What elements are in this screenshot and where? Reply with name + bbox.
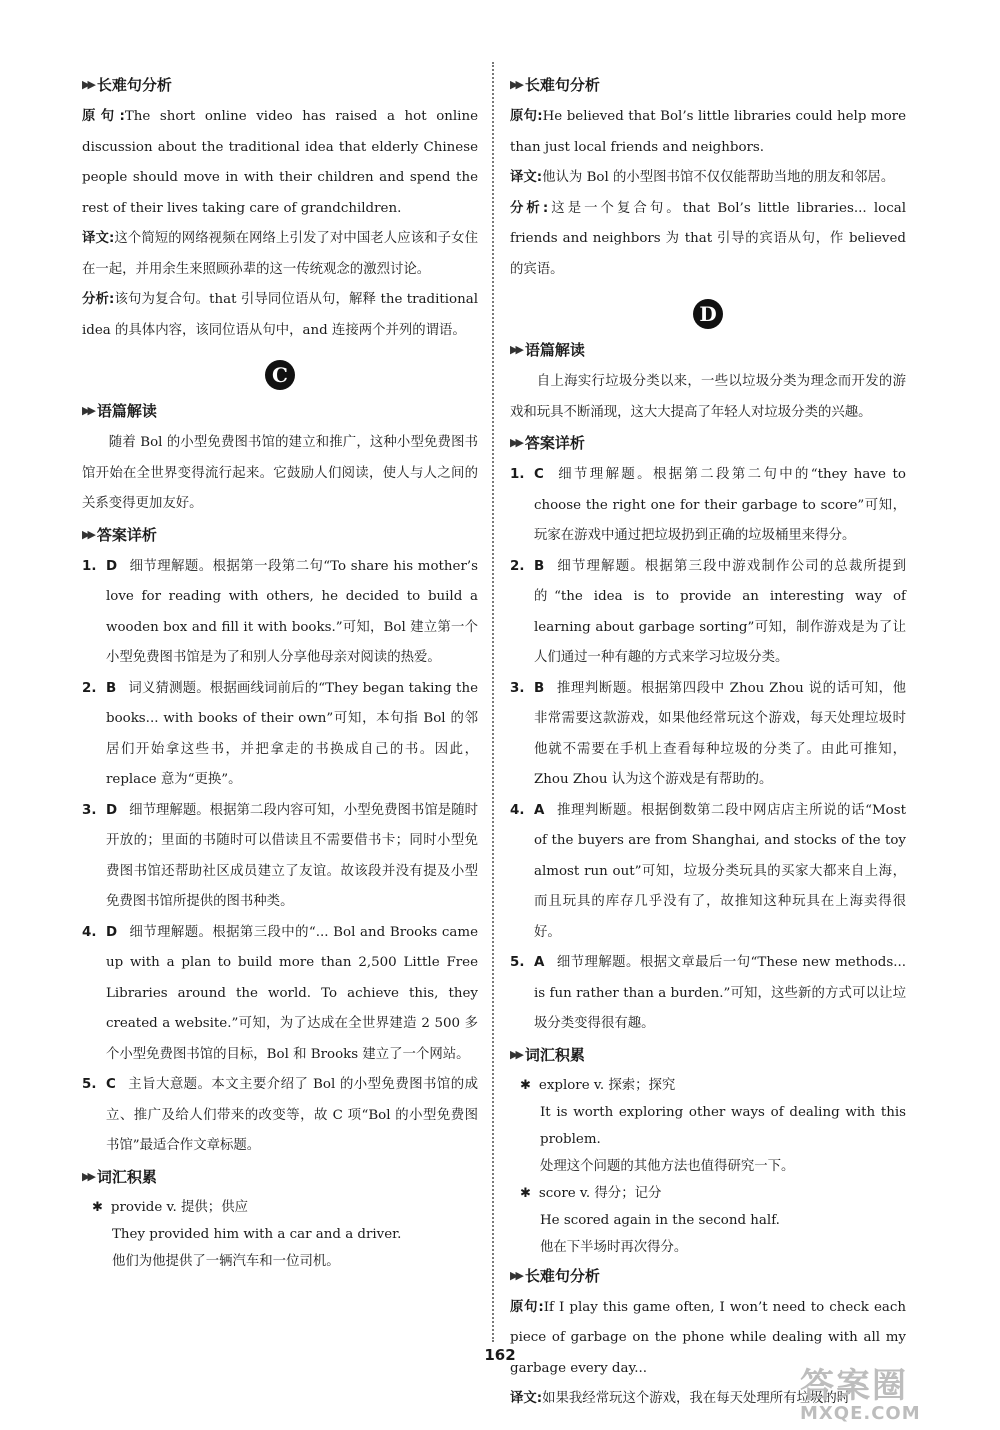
answer-item: 1. C 细节理解题。根据第二段第二句中的“they have to choose the right one for their garbage to score”可知，玩家在游戏中通过把垃圾扔到正确的垃圾桶里来得分。 <box>510 467 906 543</box>
asterisk-icon: ✱ <box>520 1077 531 1093</box>
column-divider <box>492 62 494 1342</box>
right-s1-original: 原句:He believed that Bol’s little libraries could help more than just local friends and neighbors. <box>510 109 906 155</box>
answer-item: 2. B 词义猜测题。根据画线词前后的“They began taking the books... with books of their own”可知，本句指 Bol 的邻居们开始拿这些书，并把拿走的书换成自己的书。因此，replace 意为“更换”。 <box>82 680 478 787</box>
right-reading-text: 自上海实行垃圾分类以来，一些以垃圾分类为理念而开发的游戏和玩具不断涌现，这大大提高了年轻人对垃圾分类的兴趣。 <box>510 374 906 420</box>
vocab-entry: ✱ explore v. 探索；探究 It is worth exploring other ways of dealing with this problem. 处理这个问题的其他方法也值得研究一下。 ✱ score v. 得分；记分 He scored again in the second half. 他在下半场时再次得分。 <box>510 1072 906 1261</box>
answer-item: 1. D 细节理解题。根据第一段第二句“To share his mother’s love for reading with others, he decided to build a wooden box and fill it with books.”可知，Bol 建立第一个小型免费图书馆是为了和别人分享他母亲对阅读的热爱。 <box>82 558 478 665</box>
section-arrow-icon: ▶▶ <box>510 78 521 91</box>
right-column <box>510 70 906 1415</box>
watermark-logo: 答案圈 MXQE.COM <box>800 1366 921 1424</box>
right-s2-translation: 译文:如果我经常玩这个游戏，我在每天处理所有垃圾的时 <box>510 1391 851 1406</box>
left-vocab-heading: ▶▶ 词汇积累 <box>82 1167 157 1186</box>
right-analysis2-heading: ▶▶ 长难句分析 <box>510 1266 600 1285</box>
section-arrow-icon: ▶▶ <box>82 404 93 417</box>
section-arrow-icon: ▶▶ <box>510 1047 521 1061</box>
answer-item: 3. D 细节理解题。根据第二段内容可知，小型免费图书馆是随时开放的；里面的书随时可以借读且不需要借书卡；同时小型免费图书馆还帮助社区成员建立了友谊。故该段并没有提及小型免费图书馆所提供的图书种类。 <box>82 802 478 909</box>
left-answers-heading: ▶▶ 答案详析 <box>82 525 157 544</box>
answer-item: 4. D 细节理解题。根据第三段中的“... Bol and Brooks came up with a plan to build more than 2,500 Little Free Libraries around the world. To achieve this, they created a website.”可知，为了达成在全世界建造 2 500 多个小型免费图书馆的目标，Bol 和 Brooks 建立了一个网站。 <box>82 924 478 1062</box>
answer-item: 2. B 细节理解题。根据第三段中游戏制作公司的总裁所提到的“the idea is to provide an interesting way of learning about garbage sorting”可知，制作游戏是为了让人们通过一种有趣的方式来学习垃圾分类。 <box>510 558 906 665</box>
asterisk-icon: ✱ <box>520 1185 531 1201</box>
right-s1-analysis: 分析:这是一个复合句。that Bol’s little libraries... local friends and neighbors 为 that 引导的宾语从句，作 believed 的宾语。 <box>510 200 906 277</box>
right-s1-translation: 译文:他认为 Bol 的小型图书馆不仅仅能帮助当地的朋友和邻居。 <box>510 170 895 185</box>
left-s1-original: 原句:The short online video has raised a hot online discussion about the traditional idea that elderly Chinese people should move in with their children and spend the rest of their lives taking care of grandchildren. <box>82 109 478 216</box>
answer-item: 4. A 推理判断题。根据倒数第二段中网店店主所说的话“Most of the buyers are from Shanghai, and stocks of the toy almost run out”可知，垃圾分类玩具的买家大都来自上海，而且玩具的库存几乎没有了，故推知这种玩具在上海卖得很好。 <box>510 802 906 940</box>
vocab-entry: ✱ provide v. 提供；供应 They provided him with a car and a driver. 他们为他提供了一辆汽车和一位司机。 <box>82 1194 478 1275</box>
page-number: 162 <box>484 1346 516 1364</box>
right-vocab-heading: ▶▶ 词汇积累 <box>510 1045 585 1064</box>
left-analysis-heading: ▶▶ 长难句分析 <box>82 76 172 94</box>
left-reading-heading: ▶▶ 语篇解读 <box>82 402 157 420</box>
section-d-marker: D <box>510 299 906 329</box>
asterisk-icon: ✱ <box>92 1199 103 1215</box>
answer-item: 5. A 细节理解题。根据文章最后一句“These new methods... is fun rather than a burden.”可知，这些新的方式可以让垃圾分类变得很有趣。 <box>510 955 906 1031</box>
section-arrow-icon: ▶▶ <box>82 78 93 91</box>
section-arrow-icon: ▶▶ <box>82 527 93 541</box>
left-s1-analysis: 分析:该句为复合句。that 引导同位语从句，解释 the traditional idea 的具体内容，该同位语从句中，and 连接两个并列的谓语。 <box>82 292 478 338</box>
right-answers-heading: ▶▶ 答案详析 <box>510 434 585 452</box>
section-arrow-icon: ▶▶ <box>510 343 521 356</box>
section-arrow-icon: ▶▶ <box>82 1169 93 1183</box>
left-s1-translation: 译文:这个简短的网络视频在网络上引发了对中国老人应该和子女住在一起，并用余生来照顾孙辈的这一传统观念的激烈讨论。 <box>82 231 478 277</box>
right-s2-original: 原句:If I play this game often, I won’t need to check each piece of garbage on the phone while dealing with all my garbage every day... <box>510 1299 907 1376</box>
section-arrow-icon: ▶▶ <box>510 436 521 449</box>
left-column <box>82 70 478 1275</box>
left-reading-text: 随着 Bol 的小型免费图书馆的建立和推广，这种小型免费图书馆开始在全世界变得流行起来。它鼓励人们阅读，使人与人之间的关系变得更加友好。 <box>82 435 478 511</box>
answer-item: 5. C 主旨大意题。本文主要介绍了 Bol 的小型免费图书馆的成立、推广及给人们带来的改变等，故 C 项“Bol 的小型免费图书馆”最适合作文章标题。 <box>82 1077 478 1153</box>
right-analysis-heading: ▶▶ 长难句分析 <box>510 76 600 94</box>
answer-item: 3. B 推理判断题。根据第四段中 Zhou Zhou 说的话可知，他非常需要这款游戏，如果他经常玩这个游戏，每天处理垃圾时他就不需要在手机上查看每种垃圾的分类了。由此可推知，Zhou Zhou 认为这个游戏是有帮助的。 <box>510 680 906 787</box>
section-c-marker: C <box>82 360 478 390</box>
section-arrow-icon: ▶▶ <box>510 1268 521 1282</box>
right-reading-heading: ▶▶ 语篇解读 <box>510 341 585 359</box>
